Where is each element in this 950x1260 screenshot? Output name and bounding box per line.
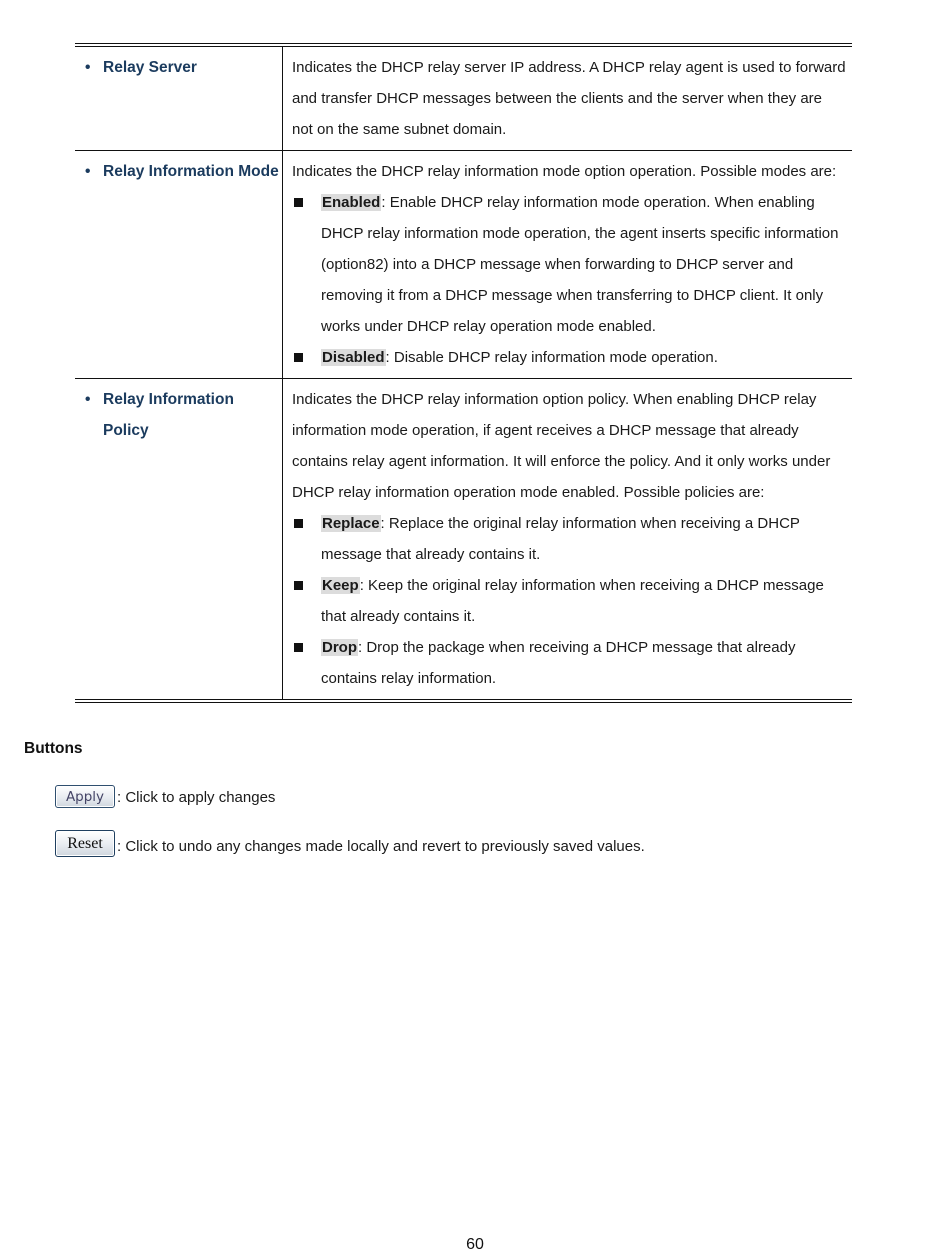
param-description: Indicates the DHCP relay server IP address. A DHCP relay agent is used to forward and transfer DHCP messages between the clients and the server when they are not on the same subnet domain. (292, 59, 846, 138)
option-item (292, 508, 846, 570)
param-name-cell (75, 47, 283, 151)
option-key: Drop (322, 639, 357, 656)
apply-button-description: : Click to apply changes (117, 789, 276, 806)
square-bullet-icon (294, 643, 303, 652)
apply-button[interactable]: Apply (55, 785, 115, 808)
param-name: • Relay Information Policy (103, 384, 282, 446)
square-bullet-icon (294, 198, 303, 207)
option-item (292, 570, 846, 632)
option-text: : Disable DHCP relay information mode operation. (385, 349, 718, 366)
table-row (75, 379, 852, 700)
option-key: Replace (322, 515, 380, 532)
option-key: Keep (322, 577, 359, 594)
buttons-heading: Buttons (24, 740, 83, 757)
reset-button[interactable]: Reset (55, 830, 115, 857)
param-desc-cell (283, 47, 853, 151)
param-description: Indicates the DHCP relay information option policy. When enabling DHCP relay information mode operation, if agent receives a DHCP message that already contains relay agent information. It will enforce the policy. And it only works under DHCP relay information operation mode enabled. Possible policies are: (292, 391, 831, 501)
option-item (292, 187, 846, 342)
parameter-table (75, 43, 852, 703)
option-key: Disabled (322, 349, 385, 366)
parameter-table-grid (75, 47, 852, 699)
reset-button-row (55, 830, 645, 857)
option-item (292, 342, 846, 373)
page-number: 60 (466, 1236, 484, 1253)
param-name-cell (75, 379, 283, 700)
option-key: Enabled (322, 194, 381, 211)
reset-button-description: : Click to undo any changes made locally and revert to previously saved values. (117, 838, 645, 855)
option-text: : Drop the package when receiving a DHCP message that already contains relay information. (321, 639, 796, 687)
param-description: Indicates the DHCP relay information mode option operation. Possible modes are: (292, 163, 837, 180)
param-name: • Relay Server (103, 52, 282, 83)
square-bullet-icon (294, 519, 303, 528)
param-name: • Relay Information Mode (103, 156, 282, 187)
option-item (292, 632, 846, 694)
param-desc-cell (283, 151, 853, 379)
option-list (292, 508, 846, 694)
option-text: : Replace the original relay information when receiving a DHCP message that already contains it. (321, 515, 800, 563)
apply-button-row (55, 785, 275, 808)
option-list (292, 187, 846, 373)
table-row (75, 151, 852, 379)
square-bullet-icon (294, 353, 303, 362)
param-desc-cell (283, 379, 853, 700)
table-row (75, 47, 852, 151)
param-name-cell (75, 151, 283, 379)
option-text: : Enable DHCP relay information mode operation. When enabling DHCP relay information mode operation, the agent inserts specific information (option82) into a DHCP message when forwarding to DHCP server and removing it from a DHCP message when transferring to DHCP client. It only works under DHCP relay operation mode enabled. (321, 194, 839, 335)
option-text: : Keep the original relay information when receiving a DHCP message that already contains it. (321, 577, 824, 625)
square-bullet-icon (294, 581, 303, 590)
